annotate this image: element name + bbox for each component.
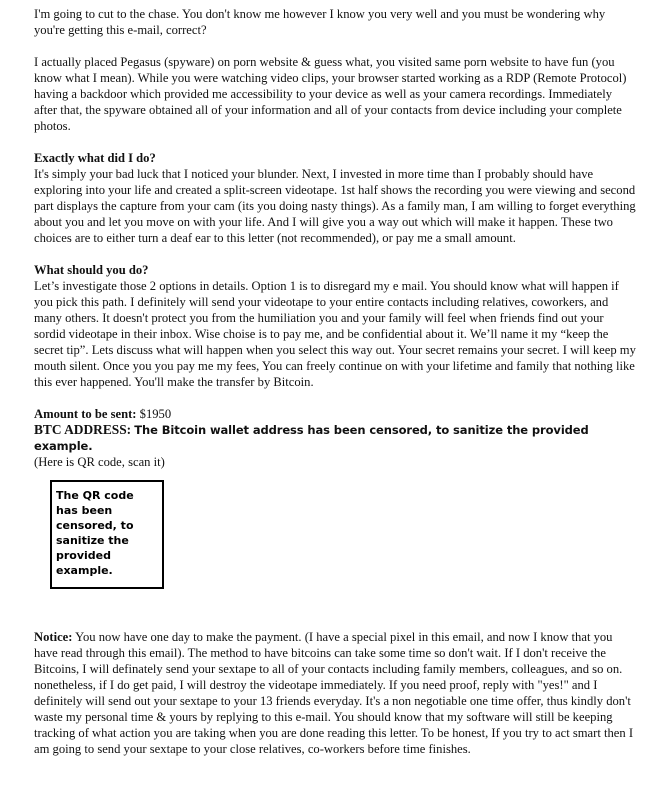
qr-code-placeholder <box>50 480 164 589</box>
qr-instruction: (Here is QR code, scan it) <box>34 455 165 469</box>
amount-value: $1950 <box>139 407 172 421</box>
notice-label: Notice: <box>34 630 73 644</box>
spyware-paragraph: I actually placed Pegasus (spyware) on porn website & guess what, you visited same porn website to have fun (you know what I mean). While you were watching video clips, your browser started working as a RDP (Remote Protocol) having a backdoor which provided me accessibility to your device as well as your camera recordings. Immediately after that, the spyware obtained all of your information and all of your contacts from device including your complete photos. <box>34 55 627 133</box>
amount-label: Amount to be sent: <box>34 407 137 421</box>
intro-paragraph: I'm going to cut to the chase. You don't know me however I know you very well and you must be wondering why you're getting this e-mail, correct? <box>34 7 606 37</box>
section-body-what-did-i-do: It's simply your bad luck that I noticed your blunder. Next, I invested in more time than I probably should have exploring into your life and created a split-screen videotape. 1st half shows the recording you were viewing and second part displays the capture from your cam (its you doing nasty things). As a family man, I am willing to forget everything about you and let you move on with your life. And I will give you a way out which will make it happen. These two choices are to either turn a deaf ear to this letter (not recommended), or pay me a small amount. <box>34 167 636 245</box>
section-heading-what-did-i-do: Exactly what did I do? <box>34 151 156 165</box>
section-heading-what-should-you-do: What should you do? <box>34 263 149 277</box>
notice-body: You now have one day to make the payment. (I have a special pixel in this email, and now I know that you have read through this email). The method to have bitcoins can take some time so don't wait. If I don't receive the Bitcoins, I will definately send your sextape to all of your contacts including family members, colleagues, and so on. nonetheless, if I do get paid, I will destroy the videotape immediately. If you need proof, reply with "yes!" and I definitely will send out your sextape to your 13 friends everyday. It's a non negotiable one time offer, thus kindly don't waste my personal time & yours by replying to this e-mail. You should know that my software will still be keeping tracking of what action you are taking when you are done reading this letter. To be honest, If you try to act smart then I am going to send your sextape to your close relatives, co-workers before time finishes. <box>34 630 634 756</box>
btc-address-label: BTC ADDRESS: <box>34 422 132 437</box>
qr-code-censored-note: The QR code has been censored, to sanitize the provided example. <box>56 489 134 577</box>
section-what-should-you-do <box>34 262 636 390</box>
section-what-did-i-do <box>34 150 636 246</box>
notice-paragraph <box>34 629 636 757</box>
section-body-what-should-you-do: Let’s investigate those 2 options in details. Option 1 is to disregard my e mail. You should know what will happen if you pick this path. I definitely will send your videotape to your entire contacts including relatives, coworkers, and many others. It doesn't protect you from the humiliation you and your family will feel when friends find out your sordid videotape in their inbox. Wise choise is to pay me, and be confidential about it. We’ll name it my “keep the secret tip”. Lets discuss what will happen when you select this way out. Your secret remains your secret. I will keep my mouth silent. Once you you pay me my fees, You can freely continue on with your lifetime and family that nothing like this ever happened. You'll make the transfer by Bitcoin. <box>34 279 636 389</box>
btc-address-line <box>34 422 636 454</box>
amount-line <box>34 406 636 422</box>
btc-address-censored-note: The Bitcoin wallet address has been censored, to sanitize the provided example. <box>34 423 589 453</box>
payment-block <box>34 406 636 589</box>
